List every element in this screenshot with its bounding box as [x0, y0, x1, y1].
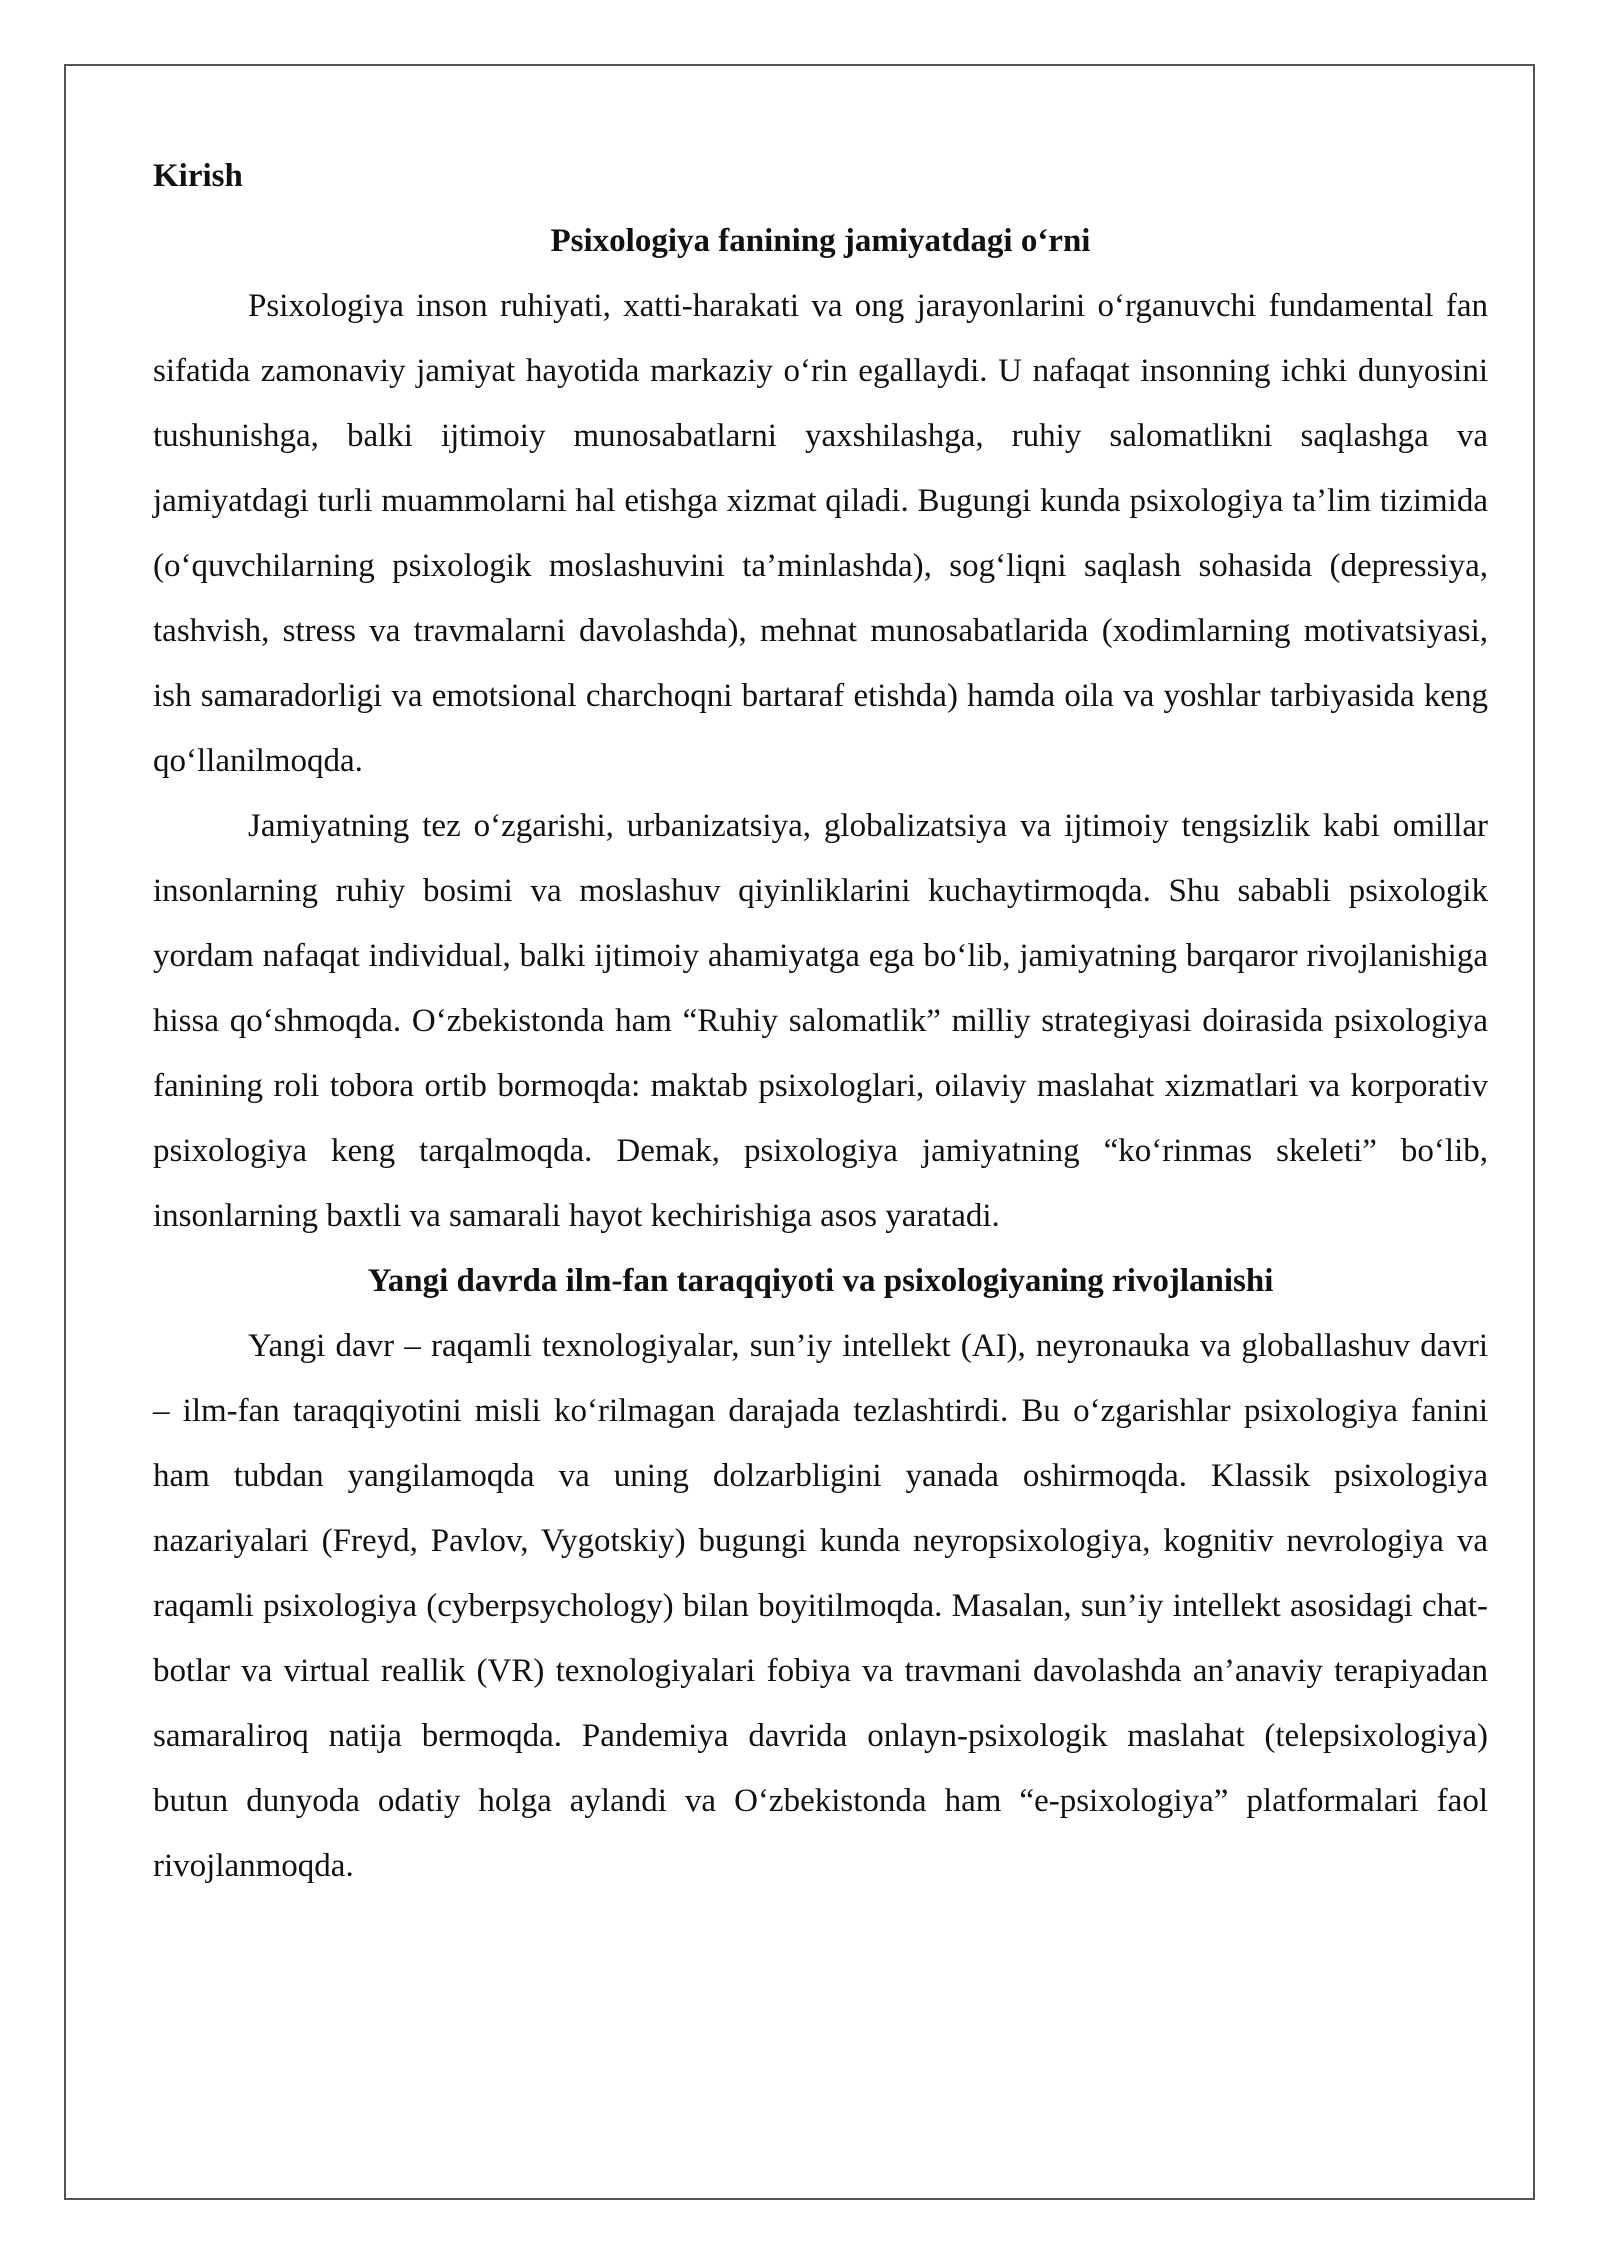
document-body — [153, 144, 1488, 1899]
intro-label: Kirish — [153, 158, 243, 194]
paragraph: Yangi davr – raqamli texnologiyalar, sun’iy intellekt (AI), neyronauka va globallashuv davri – ilm-fan taraqqiyotini misli ko‘rilmagan darajada tezlashtirdi. Bu o‘zgarishlar psixologiya fanini ham tubdan yangilamoqda va uning dolzarbligini yanada oshirmoqda. Klassik psixologiya nazariyalari (Freyd, Pavlov, Vygotskiy) bugungi kunda neyropsixologiya, kognitiv nevrologiya va raqamli psixologiya (cyberpsychology) bilan boyitilmoqda. Masalan, sun’iy intellekt asosidagi chat-botlar va virtual reallik (VR) texnologiyalari fobiya va travmani davolashda an’anaviy terapiyadan samaraliroq natija bermoqda. Pandemiya davrida onlayn-psixologik maslahat (telepsixologiya) butun dunyoda odatiy holga aylandi va O‘zbekistonda ham “e-psixologiya” platformalari faol rivojlanmoqda. — [153, 1328, 1488, 1884]
section-heading: Yangi davrda ilm-fan taraqqiyoti va psixologiyaning rivojlanishi — [367, 1263, 1274, 1299]
paragraph: Psixologiya inson ruhiyati, xatti-harakati va ong jarayonlarini o‘rganuvchi fundamental fan sifatida zamonaviy jamiyat hayotida markaziy o‘rin egallaydi. U nafaqat insonning ichki dunyosini tushunishga, balki ijtimoiy munosabatlarni yaxshilashga, ruhiy salomatlikni saqlashga va jamiyatdagi turli muammolarni hal etishga xizmat qiladi. Bugungi kunda psixologiya ta’lim tizimida (o‘quvchilarning psixologik moslashuvini ta’minlashda), sog‘liqni saqlash sohasida (depressiya, tashvish, stress va travmalarni davolashda), mehnat munosabatlarida (xodimlarning motivatsiyasi, ish samaradorligi va emotsional charchoqni bartaraf etishda) hamda oila va yoshlar tarbiyasida keng qo‘llanilmoqda. — [153, 288, 1488, 779]
section-heading: Psixologiya fanining jamiyatdagi o‘rni — [550, 223, 1091, 259]
paragraph: Jamiyatning tez o‘zgarishi, urbanizatsiya, globalizatsiya va ijtimoiy tengsizlik kabi omillar insonlarning ruhiy bosimi va moslashuv qiyinliklarini kuchaytirmoqda. Shu sababli psixologik yordam nafaqat individual, balki ijtimoiy ahamiyatga ega bo‘lib, jamiyatning barqaror rivojlanishiga hissa qo‘shmoqda. O‘zbekistonda ham “Ruhiy salomatlik” milliy strategiyasi doirasida psixologiya fanining roli tobora ortib bormoqda: maktab psixologlari, oilaviy maslahat xizmatlari va korporativ psixologiya keng tarqalmoqda. Demak, psixologiya jamiyatning “ko‘rinmas skeleti” bo‘lib, insonlarning baxtli va samarali hayot kechirishiga asos yaratadi. — [153, 808, 1488, 1234]
